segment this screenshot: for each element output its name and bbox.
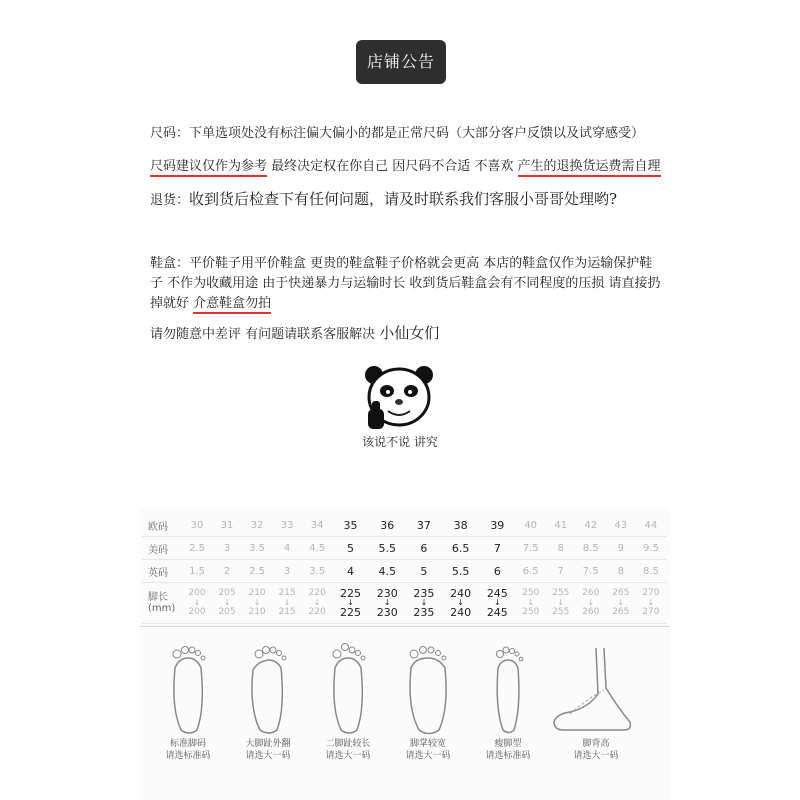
foot-length-bottom: 265 <box>612 607 630 617</box>
table-cell: 4 <box>272 537 302 560</box>
table-cell: 8.5 <box>576 537 606 560</box>
table-cell: 3.5 <box>242 537 272 560</box>
table-cell: 2.5 <box>182 537 212 560</box>
table-cell: 1.5 <box>182 560 212 583</box>
foot-length-top: 200 <box>188 588 206 598</box>
meme-caption: 该说不说 讲究 <box>362 435 438 449</box>
table-cell: 30 <box>182 514 212 537</box>
table-cell <box>212 583 242 624</box>
foot-slim-icon <box>483 638 533 738</box>
table-cell: 3.5 <box>302 560 332 583</box>
table-cell: 43 <box>606 514 636 537</box>
table-cell: 8 <box>606 560 636 583</box>
foot-length-top: 255 <box>552 588 570 598</box>
arrow-down-icon: ↓ <box>420 598 428 607</box>
foot-length-bottom: 245 <box>486 606 508 619</box>
table-cell: 4.5 <box>369 560 406 583</box>
arrow-down-icon: ↓ <box>383 598 391 607</box>
foot-type-name: 脚背高 <box>582 739 610 749</box>
foot-length-bottom: 230 <box>376 606 398 619</box>
table-cell: 9.5 <box>636 537 666 560</box>
foot-length-top: 225 <box>340 587 361 600</box>
foot-type-name: 大脚趾外翻 <box>245 739 291 749</box>
arrow-down-icon: ↓ <box>193 598 201 607</box>
box-note-highlight: 介意鞋盒勿拍 <box>193 296 271 314</box>
box-note-line-3 <box>150 292 271 311</box>
foot-length-bottom: 220 <box>308 607 326 617</box>
table-cell: 9 <box>606 537 636 560</box>
foot-length-bottom: 210 <box>248 607 266 617</box>
table-cell: 32 <box>242 514 272 537</box>
foot-length-top: 210 <box>248 588 266 598</box>
table-cell: 40 <box>516 514 546 537</box>
table-cell: 4.5 <box>302 537 332 560</box>
table-cell <box>242 583 272 624</box>
table-cell: 44 <box>636 514 666 537</box>
foot-length-bottom: 225 <box>340 606 361 619</box>
table-row-us <box>142 537 666 560</box>
foot-length-top: 220 <box>308 588 326 598</box>
foot-type-name: 标准脚码 <box>169 739 206 749</box>
size-advice-highlight-2: 产生的退换货运费需自理 <box>518 159 661 177</box>
size-note-line <box>150 122 644 141</box>
table-cell <box>576 583 606 624</box>
table-cell: 33 <box>272 514 302 537</box>
return-note-text: 收到货后检查下有任何问题，请及时联系我们客服小哥哥处理哟? <box>189 190 618 208</box>
row-label: 欧码 <box>142 514 182 537</box>
arrow-down-icon: ↓ <box>283 598 291 607</box>
foot-type-name: 脚掌较宽 <box>409 739 446 749</box>
box-note-line-2: 子 不作为收藏用途 由于快递暴力与运输时长 收到货后鞋盒会有不同程度的压损 请直接扔 <box>150 276 661 291</box>
arrow-down-icon: ↓ <box>457 598 464 607</box>
table-cell: 4 <box>332 560 369 583</box>
arrow-down-icon: ↓ <box>223 598 231 607</box>
table-cell <box>546 583 576 624</box>
row-label: 美码 <box>142 537 182 560</box>
table-cell: 42 <box>576 514 606 537</box>
arrow-down-icon: ↓ <box>587 598 595 607</box>
table-cell: 7 <box>479 537 516 560</box>
table-cell: 6.5 <box>516 560 546 583</box>
foot-standard-icon <box>163 638 213 738</box>
table-cell: 5.5 <box>442 560 479 583</box>
row-label-unit: (mm) <box>148 603 176 614</box>
size-advice-line <box>150 155 661 174</box>
size-chart <box>140 508 670 800</box>
return-note-label: 退货： <box>150 193 190 208</box>
review-note-line <box>150 322 439 343</box>
foot-type-advice: 请选标准码 <box>165 751 211 761</box>
foot-length-bottom: 200 <box>188 607 206 617</box>
foot-length-bottom: 250 <box>522 607 540 617</box>
return-note-line <box>150 188 617 209</box>
foot-bunion-icon <box>243 638 293 738</box>
foot-length-top: 235 <box>413 587 435 600</box>
review-note-text: 请勿随意中差评 有问题请联系客服解决 <box>150 327 380 342</box>
foot-length-top: 240 <box>450 587 472 600</box>
table-cell: 8 <box>546 537 576 560</box>
foot-length-bottom: 215 <box>278 607 296 617</box>
foot-type-standard <box>148 638 228 762</box>
foot-length-bottom: 255 <box>552 607 570 617</box>
table-cell: 38 <box>442 514 479 537</box>
foot-high-instep-icon <box>548 638 644 738</box>
table-cell: 5 <box>332 537 369 560</box>
foot-length-top: 270 <box>642 588 660 598</box>
foot-length-bottom: 205 <box>218 607 236 617</box>
foot-type-advice: 请选大一码 <box>573 751 619 761</box>
table-cell <box>516 583 546 624</box>
size-table <box>142 514 666 624</box>
foot-type-advice: 请选标准码 <box>485 751 531 761</box>
table-cell: 6 <box>479 560 516 583</box>
row-label: 英码 <box>142 560 182 583</box>
foot-type-name: 瘦脚型 <box>494 739 522 749</box>
foot-length-top: 260 <box>582 588 600 598</box>
foot-length-top: 245 <box>486 587 508 600</box>
arrow-down-icon: ↓ <box>347 598 354 607</box>
table-cell: 7.5 <box>516 537 546 560</box>
foot-length-bottom: 235 <box>413 606 435 619</box>
foot-type-name: 二脚趾较长 <box>325 739 371 749</box>
table-cell: 35 <box>332 514 369 537</box>
notice-badge: 店铺公告 <box>356 40 446 84</box>
foot-wide-icon <box>403 638 453 738</box>
table-cell <box>332 583 369 624</box>
foot-type-advice: 请选大一码 <box>405 751 451 761</box>
table-cell <box>369 583 406 624</box>
table-row-uk <box>142 560 666 583</box>
foot-length-bottom: 270 <box>642 607 660 617</box>
review-note-sign: 小仙女们 <box>379 324 440 342</box>
table-cell: 5.5 <box>369 537 406 560</box>
foot-type-long-second-toe <box>308 638 388 762</box>
table-cell: 39 <box>479 514 516 537</box>
table-cell: 41 <box>546 514 576 537</box>
table-cell: 2 <box>212 560 242 583</box>
arrow-down-icon: ↓ <box>617 598 625 607</box>
table-cell: 3 <box>212 537 242 560</box>
foot-length-top: 250 <box>522 588 540 598</box>
foot-type-slim <box>468 638 548 762</box>
row-label-foot: 脚长 <box>148 592 168 603</box>
foot-type-high-instep <box>548 638 644 762</box>
arrow-down-icon: ↓ <box>493 598 501 607</box>
table-cell: 8.5 <box>636 560 666 583</box>
foot-length-top: 205 <box>218 588 236 598</box>
table-cell <box>636 583 666 624</box>
table-cell: 37 <box>406 514 443 537</box>
foot-length-top: 230 <box>376 587 398 600</box>
divider <box>140 626 670 627</box>
foot-type-advice: 请选大一码 <box>325 751 371 761</box>
foot-length-top: 215 <box>278 588 296 598</box>
table-cell <box>182 583 212 624</box>
foot-long-toe-icon <box>323 638 373 738</box>
table-cell: 5 <box>406 560 443 583</box>
size-advice-text: 最终决定权在你自己 因尺码不合适 不喜欢 <box>267 159 518 174</box>
table-cell <box>606 583 636 624</box>
size-note-text: 下单选项处没有标注偏大偏小的都是正常尺码（大部分客户反馈以及试穿感受） <box>189 126 645 141</box>
table-cell: 34 <box>302 514 332 537</box>
foot-type-advice: 请选大一码 <box>245 751 291 761</box>
table-cell: 7 <box>546 560 576 583</box>
arrow-down-icon: ↓ <box>557 598 565 607</box>
row-label <box>142 583 182 624</box>
table-cell: 31 <box>212 514 242 537</box>
foot-type-bunion <box>228 638 308 762</box>
table-row-foot-length <box>142 583 666 624</box>
foot-length-bottom: 260 <box>582 607 600 617</box>
size-note-label: 尺码： <box>150 126 190 141</box>
table-cell: 7.5 <box>576 560 606 583</box>
table-cell: 6 <box>406 537 443 560</box>
foot-length-top: 265 <box>612 588 630 598</box>
arrow-down-icon: ↓ <box>647 598 655 607</box>
table-row-eu <box>142 514 666 537</box>
table-cell <box>406 583 443 624</box>
box-note-line-1: 鞋盒：平价鞋子用平价鞋盒 更贵的鞋盒鞋子价格就会更高 本店的鞋盒仅作为运输保护鞋 <box>150 256 653 271</box>
table-cell: 3 <box>272 560 302 583</box>
table-cell <box>302 583 332 624</box>
box-note-line-3-text: 掉就好 <box>150 296 194 311</box>
arrow-down-icon: ↓ <box>253 598 261 607</box>
table-cell <box>479 583 516 624</box>
table-cell: 2.5 <box>242 560 272 583</box>
arrow-down-icon: ↓ <box>527 598 535 607</box>
table-cell: 6.5 <box>442 537 479 560</box>
table-cell: 36 <box>369 514 406 537</box>
panda-meme-icon <box>364 365 434 431</box>
size-advice-highlight: 尺码建议仅作为参考 <box>150 159 267 177</box>
table-cell <box>272 583 302 624</box>
foot-type-wide <box>388 638 468 762</box>
arrow-down-icon: ↓ <box>313 598 321 607</box>
foot-length-bottom: 240 <box>450 606 472 619</box>
table-cell <box>442 583 479 624</box>
